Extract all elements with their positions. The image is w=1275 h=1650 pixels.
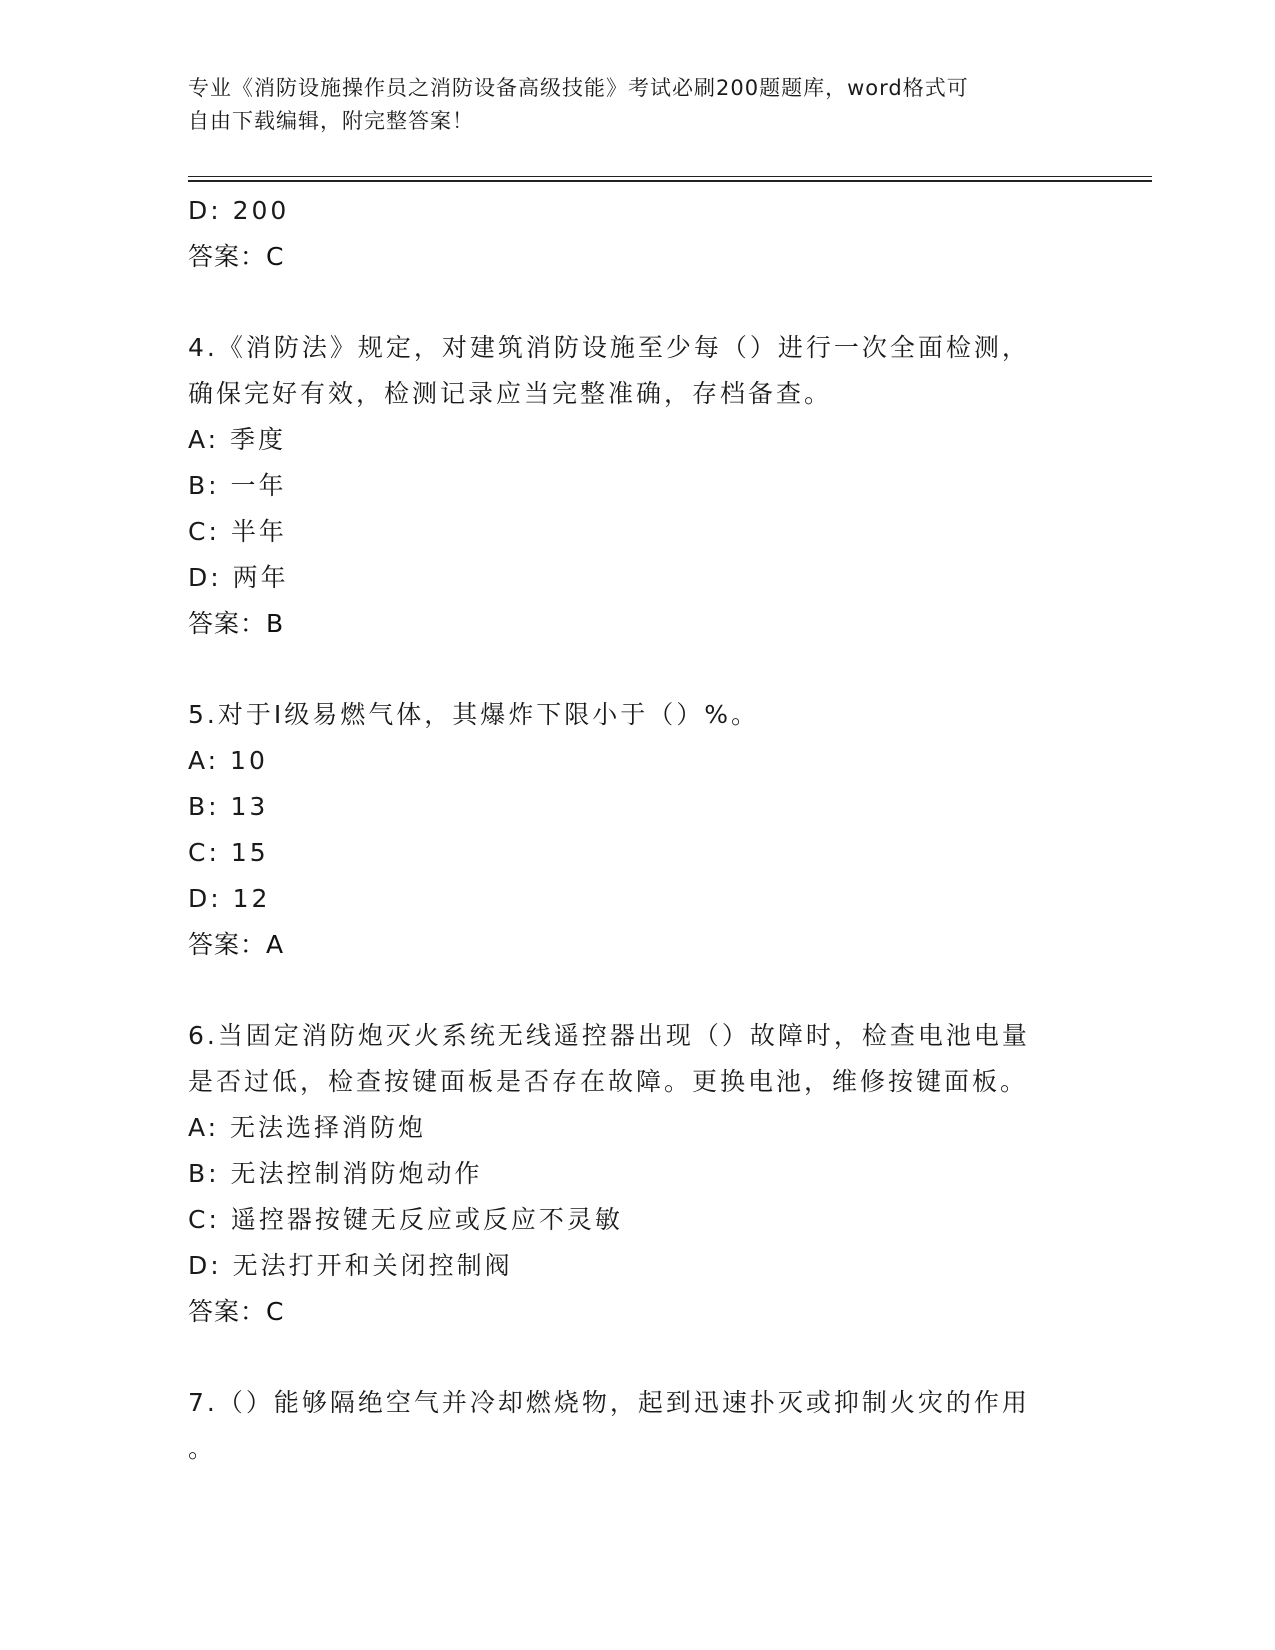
question-3-continuation: [188, 188, 1068, 280]
question-4-answer: 答案：B: [188, 609, 285, 638]
question-6: [188, 1013, 1068, 1335]
question-7-stem-line-2: 。: [188, 1434, 217, 1463]
question-5-option-c: C: 15: [188, 838, 269, 867]
page-header: [188, 72, 1068, 138]
question-5-option-d: D: 12: [188, 884, 271, 913]
question-spacer: [188, 1335, 1068, 1380]
question-6-option-d: D: 无法打开和关闭控制阀: [188, 1251, 513, 1280]
question-7: [188, 1380, 1068, 1472]
question-5-option-b: B: 13: [188, 792, 269, 821]
question-spacer: [188, 647, 1068, 692]
question-6-stem-line-1: 6.当固定消防炮灭火系统无线遥控器出现（）故障时，检查电池电量: [188, 1021, 1030, 1050]
question-3-option-d: D: 200: [188, 196, 290, 225]
question-5-answer: 答案：A: [188, 930, 285, 959]
question-6-option-a: A: 无法选择消防炮: [188, 1113, 427, 1142]
question-5: [188, 692, 1068, 968]
question-6-option-b: B: 无法控制消防炮动作: [188, 1159, 483, 1188]
question-3-answer: 答案：C: [188, 242, 285, 271]
question-4-option-c: C: 半年: [188, 517, 287, 546]
question-6-answer: 答案：C: [188, 1297, 285, 1326]
question-spacer: [188, 280, 1068, 325]
question-6-stem-line-2: 是否过低，检查按键面板是否存在故障。更换电池，维修按键面板。: [188, 1067, 1029, 1096]
question-4-option-d: D: 两年: [188, 563, 289, 592]
question-4: [188, 325, 1068, 647]
header-title-line-1: 专业《消防设施操作员之消防设备高级技能》考试必刷200题题库，word格式可: [188, 76, 969, 100]
question-4-stem-line-1: 4.《消防法》规定，对建筑消防设施至少每（）进行一次全面检测，: [188, 333, 1030, 362]
question-list: [188, 188, 1068, 1472]
question-4-option-a: A: 季度: [188, 425, 287, 454]
question-4-option-b: B: 一年: [188, 471, 287, 500]
question-7-stem-line-1: 7.（）能够隔绝空气并冷却燃烧物，起到迅速扑灭或抑制火灾的作用: [188, 1388, 1030, 1417]
question-6-option-c: C: 遥控器按键无反应或反应不灵敏: [188, 1205, 623, 1234]
header-divider-thin: [188, 176, 1152, 177]
question-5-option-a: A: 10: [188, 746, 268, 775]
header-divider-thick: [188, 180, 1152, 182]
question-5-stem-line-1: 5.对于Ⅰ级易燃气体，其爆炸下限小于（）%。: [188, 700, 759, 729]
question-4-stem-line-2: 确保完好有效，检测记录应当完整准确，存档备查。: [188, 379, 833, 408]
question-spacer: [188, 968, 1068, 1013]
header-title-line-2: 自由下载编辑，附完整答案！: [188, 109, 474, 133]
